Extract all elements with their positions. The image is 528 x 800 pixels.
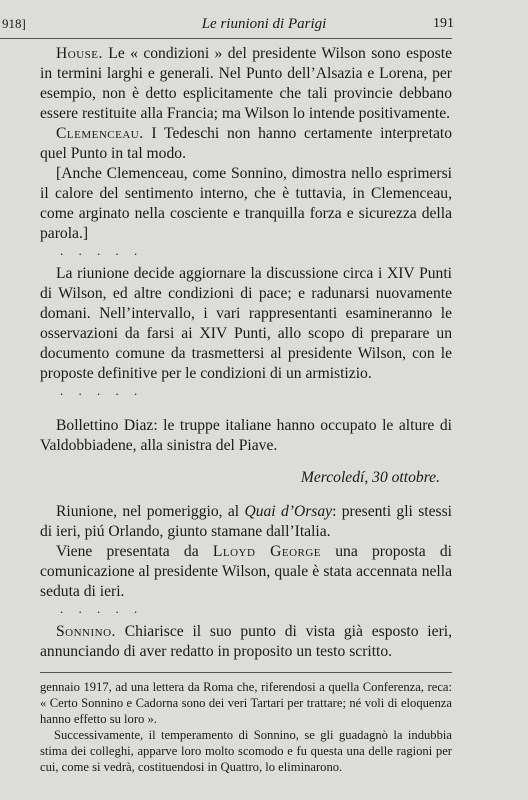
name-lloyd-george: Lloyd George: [212, 543, 322, 560]
speaker-clemenceau: Clemenceau.: [56, 125, 144, 142]
ellipsis-separator: . . . . .: [60, 243, 144, 258]
header-rule: [0, 38, 452, 39]
paragraph-decision: La riunione decide aggiornare la discussione circa i XIV Punti di Wilson, ed altre condizioni di pace; e radunarsi nuovamente domani. Nell’intervallo, i vari rappresentanti esamineranno le osservazioni da farsi ai XIV Punti, allo scopo di preparare un documento comune da trasmettersi al presidente Wilson, con le proposte definitive per le condizioni di un armistizio.: [40, 265, 452, 382]
footnote-continuation: gennaio 1917, ad una lettera da Roma che, riferendosi a quella Conferenza, reca: « Certo Sonnino e Cadorna sono dei veri Tartari per trattare; né voli di eloquenza hanno effetto su loro ».: [40, 680, 452, 726]
page-body: [40, 44, 452, 775]
running-title: Le riunioni di Parigi: [201, 16, 327, 32]
paragraph-sonnino: [40, 622, 452, 662]
header-left-fragment: 918]: [2, 16, 26, 31]
paragraph-bracket-note: [Anche Clemenceau, come Sonnino, dimostra nello esprimersi il calore del sentimento interno, che è tuttavia, in Clemenceau, come arginato nella cosciente e tranquilla forza e sicurezza della parola.]: [40, 165, 452, 242]
footnote-rule: [40, 672, 452, 673]
quai-dorsay: Quai d’Orsay: [244, 503, 333, 520]
running-header: [0, 10, 528, 32]
date-heading: Mercoledí, 30 ottobre.: [300, 469, 440, 486]
footnote: [40, 679, 452, 775]
speaker-sonnino: Sonnino.: [56, 623, 116, 640]
page-number: 191: [433, 16, 454, 31]
text-sonnino: Chiarisce il suo punto di vista già esposto ieri, annunciando di aver redatto in proposito un testo scritto.: [40, 623, 452, 660]
paragraph-bollettino: Bollettino Diaz: le truppe italiane hanno occupato le alture di Valdobbiadene, alla sinistra del Piave.: [40, 417, 452, 454]
paragraph-lloyd-george: Viene presentata da Lloyd George una proposta di comunicazione al presidente Wilson, quale è stata accennata nella seduta di ieri.: [40, 543, 452, 600]
ellipsis-separator: . . . . .: [60, 383, 144, 398]
footnote-paragraph: Successivamente, il temperamento di Sonnino, se gli guadagnò la indubbia stima dei colleghi, apparve loro molto scomodo e fu questa una delle ragioni per cui, come si vedrà, costituendosi in Quattro, lo eliminarono.: [40, 728, 452, 774]
paragraph-riunione: Riunione, nel pomeriggio, al Quai d’Orsay: presenti gli stessi di ieri, piú Orlando, giunto stamane dall’Italia.: [40, 503, 452, 540]
paragraph-clemenceau: [40, 124, 452, 164]
paragraph-house: [40, 44, 452, 124]
speaker-house: House.: [56, 45, 103, 62]
ellipsis-separator: . . . . .: [60, 601, 144, 616]
text-clemenceau: I Tedeschi non hanno certamente interpretato quel Punto in tal modo.: [40, 125, 452, 162]
text-house: Le « condizioni » del presidente Wilson sono esposte in termini larghi e generali. Nel Punto dell’Alsazia e Lorena, per esempio, non è detto esplicitamente che tali provincie debbano essere restituite alla Francia; ma Wilson lo intende positivamente.: [40, 45, 452, 122]
